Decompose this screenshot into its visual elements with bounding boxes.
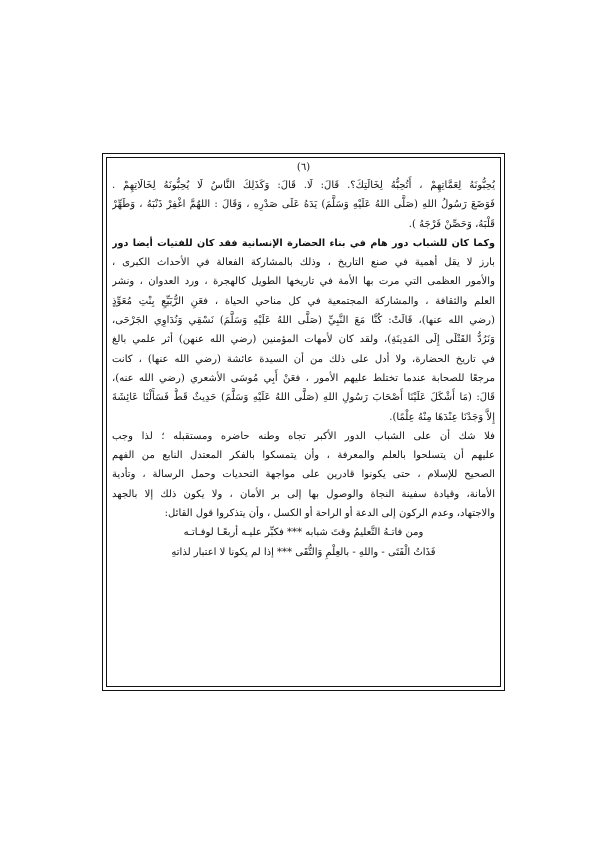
section-heading: وكما كان للشباب دور هام في بناء الحضارة الإنسانية فقد كان للفتيات أيضا دور (112, 237, 495, 249)
page-content (112, 160, 495, 562)
paragraph-2 (112, 427, 495, 523)
text-line: قَلْبَهُ، وَحَصِّنْ فَرْجَهُ ). (408, 218, 495, 230)
text-line: مرجعًا للصحابة عندما تختلط عليهم الأمور ، فعَنْ أَبِي مُوسَى الأشعري (رضي الله عنه)، (112, 372, 495, 384)
text-line: العلم والثقافة ، والمشاركة المجتمعية في كل مناحي الحياة ، فعَنِ الرُّبَيِّعِ بِنْتِ مُعَوِّذٍ (112, 295, 495, 307)
text-line: وَنَرُدُّ القَتْلَى إِلَى المَدِينَةِ)، ولقد كان لأمهات المؤمنين (رضي الله عنهن) أثر علمي بالغ (112, 334, 495, 346)
text-line: والأمور العظمى التي مرت بها الأمة في تاريخها الطويل كالهجرة ، ورد العدوان ، ونشر (112, 276, 495, 288)
poem-verse: فَذَاتُ الْفَتَى - واللهِ - بالعِلْمِ وَالتُّقَى *** إذا لم يكونا لا اعتبار لذاتهِ (171, 546, 436, 558)
text-line: والاجتهاد، وعدم الركون إلى الدعة أو الراحة أو الكسل ، وأن يتذكروا قول القائل: (164, 508, 495, 520)
text-line: الأمانة، وقيادة سفينة النجاة والوصول بها إلى بر الأمان ، ولا يكون ذلك إلا بالجهد (112, 488, 495, 500)
text-line: بارز لا يقل أهمية في صنع التاريخ ، وذلك بالمشاركة الفعالة في الأحداث الكبرى ، (112, 257, 495, 269)
text-line: فلا شك أن على الشباب الدور الأكبر تجاه وطنه حاضره ومستقبله ؛ لذا وجب (112, 430, 495, 442)
text-line: إِلاَّ وَجَدْنَا عِنْدَهَا مِنْهُ عِلْمًا). (389, 411, 495, 423)
text-line: (رضي الله عنها)، قَالَتْ: كُنَّا مَعَ النَّبِيِّ (صَلَّى اللهُ عَلَيْهِ وَسَلَّمَ) نَسْقِي وَنُدَاوِي الجَرْحَى، (112, 315, 495, 327)
text-line: فَوَضَعَ رَسُولُ اللهِ (صَلَّى اللهُ عَلَيْهِ وَسَلَّمَ) يَدَهُ عَلَى صَدْرِهِ ، وَقَالَ : اللهُمَّ اغْفِرْ ذَنْبَهُ ، وَطَهِّرْ (112, 199, 495, 211)
text-line: الصحيح للإسلام ، حتى يكونوا قادرين على مواجهة التحديات وحمل الرسالة ، وتأدية (112, 469, 495, 481)
text-line: عليهم أن يتسلحوا بالعلم والمعرفة ، وأن يتمسكوا بالفكر المعتدل النابع من الفهم (112, 450, 495, 462)
text-line: قَالَ: (مَا أَشْكَلَ عَلَيْنَا أَصْحَابَ رَسُولِ اللهِ (صَلَّى اللهُ عَلَيْهِ وَسَلَّمَ) حَدِيثٌ قَطُّ فَسَأَلْنَا عَائِشَةَ (112, 392, 495, 404)
page-number: (٦) (296, 162, 311, 173)
paragraph-1 (112, 253, 495, 427)
text-line: في تاريخ الحضارة، ولا أدل على ذلك من أن السيدة عائشة (رضي الله عنها) ، كانت (112, 353, 495, 365)
hadith-intro (112, 176, 495, 234)
text-line: يُحِبُّونَهُ لِعَمَّاتِهِمْ ، أَتُحِبُّهُ لِخَالَتِكَ؟. قَالَ: لَا. قَالَ: وَكَذَلِكَ النَّاسُ لَا يُحِبُّونَهُ لِخَالَاتِهِمْ . (112, 180, 495, 191)
poem (112, 523, 495, 562)
poem-verse: ومن فاتـهُ التَّعليمُ وقتَ شبابه *** فكبِّر عليـه أربعًـا لوفـاتـه (183, 527, 424, 539)
